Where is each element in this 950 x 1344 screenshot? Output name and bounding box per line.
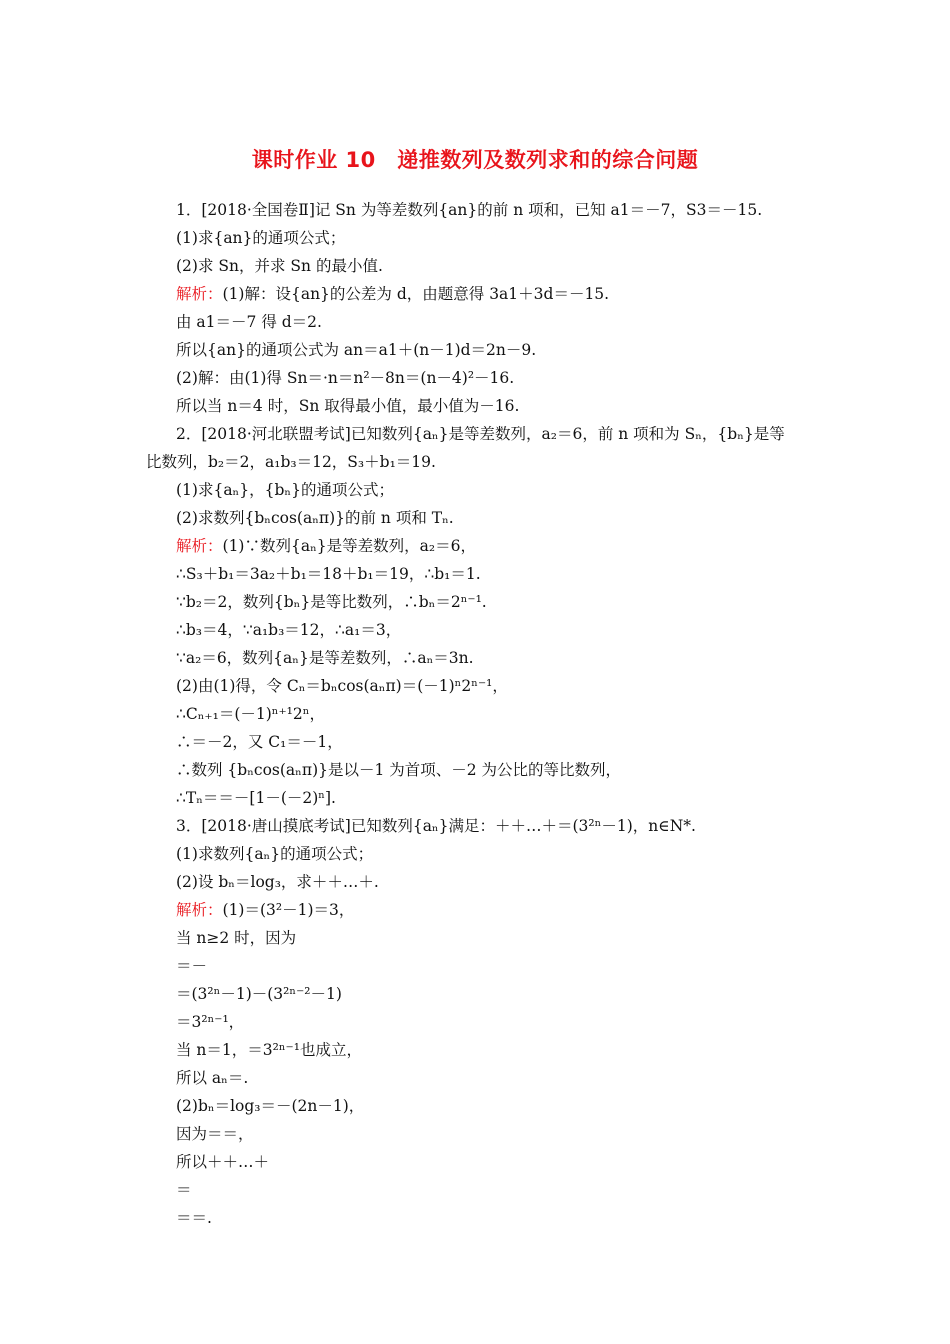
solution-3-line: ＝ — [176, 1181, 192, 1199]
solution-3-line: 当 n≥2 时，因为 — [176, 929, 297, 947]
solution-2-line: ∴Cₙ₊₁＝(－1)ⁿ⁺¹2ⁿ， — [176, 705, 325, 723]
solution-3-line: 解析：(1)＝(3²－1)＝3， — [176, 901, 355, 919]
solution-3-line: (2)bₙ＝log₃＝－(2n－1)， — [176, 1097, 365, 1115]
solution-label: 解析： — [176, 285, 223, 303]
problem-1-part-2: (2)求 Sn，并求 Sn 的最小值. — [176, 257, 383, 275]
solution-3-line: ＝＝. — [176, 1209, 212, 1227]
problem-3-part-2: (2)设 bₙ＝log₃，求＋＋…＋. — [176, 873, 379, 891]
solution-3-line: ＝－ — [176, 957, 208, 975]
solution-1-line: 所以{an}的通项公式为 an＝a1＋(n－1)d＝2n－9. — [176, 341, 537, 359]
solution-2-line: ∴数列 {bₙcos(aₙπ)}是以－1 为首项、－2 为公比的等比数列， — [176, 761, 622, 779]
solution-2-line: ∵b₂＝2，数列{bₙ}是等比数列，∴bₙ＝2ⁿ⁻¹. — [176, 593, 487, 611]
solution-2-line: ∴S₃＋b₁＝3a₂＋b₁＝18＋b₁＝19，∴b₁＝1. — [176, 565, 481, 583]
solution-3-line: 当 n＝1，＝3²ⁿ⁻¹也成立， — [176, 1041, 362, 1059]
solution-2-line: 解析：(1)∵数列{aₙ}是等差数列，a₂＝6， — [176, 537, 476, 555]
solution-1-line: (2)解：由(1)得 Sn＝·n＝n²－8n＝(n－4)²－16. — [176, 369, 515, 387]
problem-2-statement-cont: 比数列，b₂＝2，a₁b₃＝12，S₃＋b₁＝19. — [146, 453, 436, 471]
solution-2-line: (2)由(1)得，令 Cₙ＝bₙcos(aₙπ)＝(－1)ⁿ2ⁿ⁻¹， — [176, 677, 508, 695]
solution-3-line: 因为＝＝， — [176, 1125, 254, 1143]
problem-2-statement: 2．[2018·河北联盟考试]已知数列{aₙ}是等差数列，a₂＝6，前 n 项和为 Sₙ，{bₙ}是等 — [176, 425, 785, 443]
solution-3-line: 所以＋＋…＋ — [176, 1153, 270, 1171]
problem-2-part-1: (1)求{aₙ}，{bₙ}的通项公式； — [176, 481, 394, 499]
solution-label: 解析： — [176, 537, 223, 555]
solution-2-line: ∵a₂＝6，数列{aₙ}是等差数列，∴aₙ＝3n. — [176, 649, 474, 667]
solution-1-line: 由 a1＝－7 得 d＝2. — [176, 313, 322, 331]
problem-2-part-2: (2)求数列{bₙcos(aₙπ)}的前 n 项和 Tₙ. — [176, 509, 454, 527]
problem-1-statement: 1．[2018·全国卷Ⅱ]记 Sn 为等差数列{an}的前 n 项和，已知 a1＝－7，S3＝－15. — [176, 201, 763, 219]
solution-3-line: ＝(3²ⁿ－1)－(3²ⁿ⁻²－1) — [176, 985, 342, 1003]
solution-2-line: ∴＝－2，又 C₁＝－1， — [176, 733, 343, 751]
page-title: 课时作业 10 递推数列及数列求和的综合问题 — [251, 148, 699, 172]
solution-3-line: 所以 aₙ＝. — [176, 1069, 249, 1087]
solution-3-line: ＝3²ⁿ⁻¹， — [176, 1013, 245, 1031]
problem-3-part-1: (1)求数列{aₙ}的通项公式； — [176, 845, 374, 863]
solution-label: 解析： — [176, 901, 223, 919]
solution-1-line: 所以当 n＝4 时，Sn 取得最小值，最小值为－16. — [176, 397, 520, 415]
problem-3-statement: 3．[2018·唐山摸底考试]已知数列{aₙ}满足：＋＋…＋＝(3²ⁿ－1)，n∈N*. — [176, 817, 696, 835]
solution-1-line: 解析：(1)解：设{an}的公差为 d，由题意得 3a1＋3d＝－15. — [176, 285, 610, 303]
problem-1-part-1: (1)求{an}的通项公式； — [176, 229, 346, 247]
solution-2-line: ∴Tₙ＝＝－[1－(－2)ⁿ]. — [176, 789, 336, 807]
solution-2-line: ∴b₃＝4，∵a₁b₃＝12，∴a₁＝3， — [176, 621, 402, 639]
